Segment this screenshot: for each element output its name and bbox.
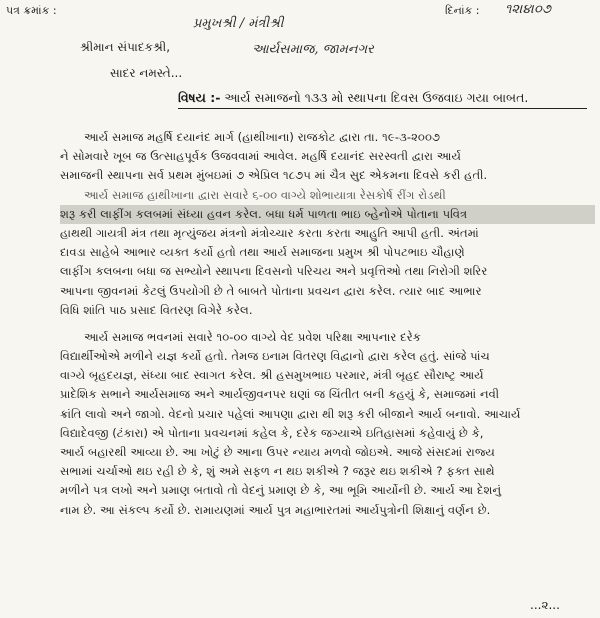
body-line: પ્રાદેશિક સભાને આર્યસમાજ અને આર્યજીવનપર ઘણાં જ ચિંતીત બની કહયું કે, સમાજમાં નવી <box>60 387 500 402</box>
subject-text: આર્ય સમાજનો ૧૩૩ મો સ્થાપના દિવસ ઉજવાઇ ગયા બાબત. <box>224 90 529 105</box>
salutation-greeting: સાદર નમસ્તે... <box>110 66 183 80</box>
date-label: દિનાંક : <box>445 4 480 17</box>
body-line: ક્રાંતિ લાવો અને જાગો. વેદનો પ્રચાર પહેલાં આપણા દ્વારા થી શરૂ કરી બીજાને આર્ય બનાવો. આચાર્ય <box>60 406 521 421</box>
body-line: વિદ્યાર્થીઓએ મળીને યજ્ઞ કર્યો હતો. તેમજ ઇનામ વિતરણ વિદ્વાનો દ્વારા કરેલ હતું. સાંજે પાંચ <box>60 349 490 364</box>
body-line: સભામાં ચર્ચાઓ થઇ રહી છે કે, શું અમે સફળ ન થઇ શકીએ ? જરૂર થઇ શકીએ ? ફક્ત સાથે <box>60 464 495 479</box>
subject-line <box>178 90 528 106</box>
handwritten-date: ૧૨।૪।૦૭ <box>505 2 551 17</box>
body-line: નામ છે. આ સંકલ્પ કર્યો છે. રામાયણમાં આર્ય પુત્ર મહાભારતમાં આર્યપુત્રોની શિક્ષાનું વર્ણન છે. <box>60 502 491 517</box>
body-line: વિદ્યાદેવજી (ટંકારા) એ પોતાના પ્રવચનમાં કહેલ કે, દરેક જગ્યાએ ઇતિહાસમાં કહેવાયું છે કે, <box>60 425 484 440</box>
body-line: વાગ્યે બૃહદયજ્ઞ, સંધ્યા બાદ સ્વાગત કરેલ. શ્રી હસમુખભાઇ પરમાર, મંત્રી બૃહદ સૌરાષ્ટ્ર આર્ય <box>60 368 484 383</box>
page-continuation: ...૨... <box>530 598 560 612</box>
body-line: ને સોમવારે ખૂબ જ ઉત્સાહપૂર્વક ઉજવવામાં આવેલ. મહર્ષિ દયાનંદ સરસ્વતી દ્વારા આર્ય <box>60 149 462 164</box>
body-line: આર્ય સમાજ મહર્ષિ દયાનંદ માર્ગ (હાથીખાના) રાજકોટ દ્વારા તા. ૧૯-૩-૨૦૦૭ <box>84 130 441 144</box>
letter-body <box>60 128 595 520</box>
body-line: આર્ય સમાજ હાથીખાના દ્વારા સવારે ૬-૦૦ વાગ્યે શોભાયાત્રા રેસકોર્ષ રીંગ રોડથી <box>84 187 446 202</box>
body-line: હાથથી ગાયત્રી મંત્ર તથા મૃત્યુંજય મંત્રનો મંત્રોચ્ચાર કરતા કરતા આહુતિ આપી હતી. અંતમાં <box>60 225 479 240</box>
body-line: લાફીંગ કલબના બધા જ સભ્યોને સ્થાપના દિવસનો પરિચય અને પ્રવૃત્તિઓ તથા નિરોગી શરિર <box>60 264 488 279</box>
subject-underline <box>178 108 587 109</box>
body-line: આર્ય સમાજ ભવનમાં સવારે ૧૦-૦૦ વાગ્યે વેદ પ્રવેશ પરિક્ષા આપનાર દરેક <box>84 329 421 344</box>
body-line: મળીને પત્ર લખો અને પ્રમાણ બતાવો તો વેદનું પ્રમાણ છે કે, આ ભૂમિ આર્યોની છે. આર્ય આ દેશનું <box>60 483 502 498</box>
handwritten-recipient-title: પ્રમુખશ્રી / મંત્રીશ્રી <box>193 16 284 31</box>
handwritten-recipient-org: આર્યસમાજ, જામનગર <box>252 42 374 57</box>
body-line: શરૂ કરી લાફીંગ કલબમાં સંધ્યા હવન કરેલ. બધા ધર્મ પાળતા ભાઇ બ્હેનોએ પોતાના પવિત્ર <box>60 205 595 224</box>
body-line: સમાજની સ્થાપના સર્વ પ્રથમ મુંબઇમાં ૭ એપ્રિલ ૧૮૭૫ માં ચૈત્ર સુદ એકમના દિવસે કરી હતી. <box>60 168 488 183</box>
salutation-editor: શ્રીમાન સંપાદકશ્રી, <box>80 40 171 54</box>
body-line: આપના જીવનમાં કેટલું ઉપયોગી છે તે બાબતે પોતાના પ્રવચન દ્વારા કરેલ. ત્યાર બાદ આભાર <box>60 283 482 298</box>
letter-number-label: પત્ર ક્રમાંક : <box>6 4 57 17</box>
body-line: દાવડા સાહેબે આભાર વ્યક્ત કર્યો હતો તથા આર્ય સમાજના પ્રમુખ શ્રી પોપટભાઇ ચૌહાણે <box>60 245 465 260</box>
body-line: આર્ય બહારથી આવ્યા છે. આ ખોટું છે આના ઉપર ન્યાય મળવો જોઇએ. આજે સંસદમાં રાજ્ય <box>60 445 495 459</box>
subject-label: વિષય :- <box>178 90 221 105</box>
body-line: વિધિ શાંતિ પાઠ પ્રસાદ વિતરણ વિગેરે કરેલ. <box>60 302 253 317</box>
